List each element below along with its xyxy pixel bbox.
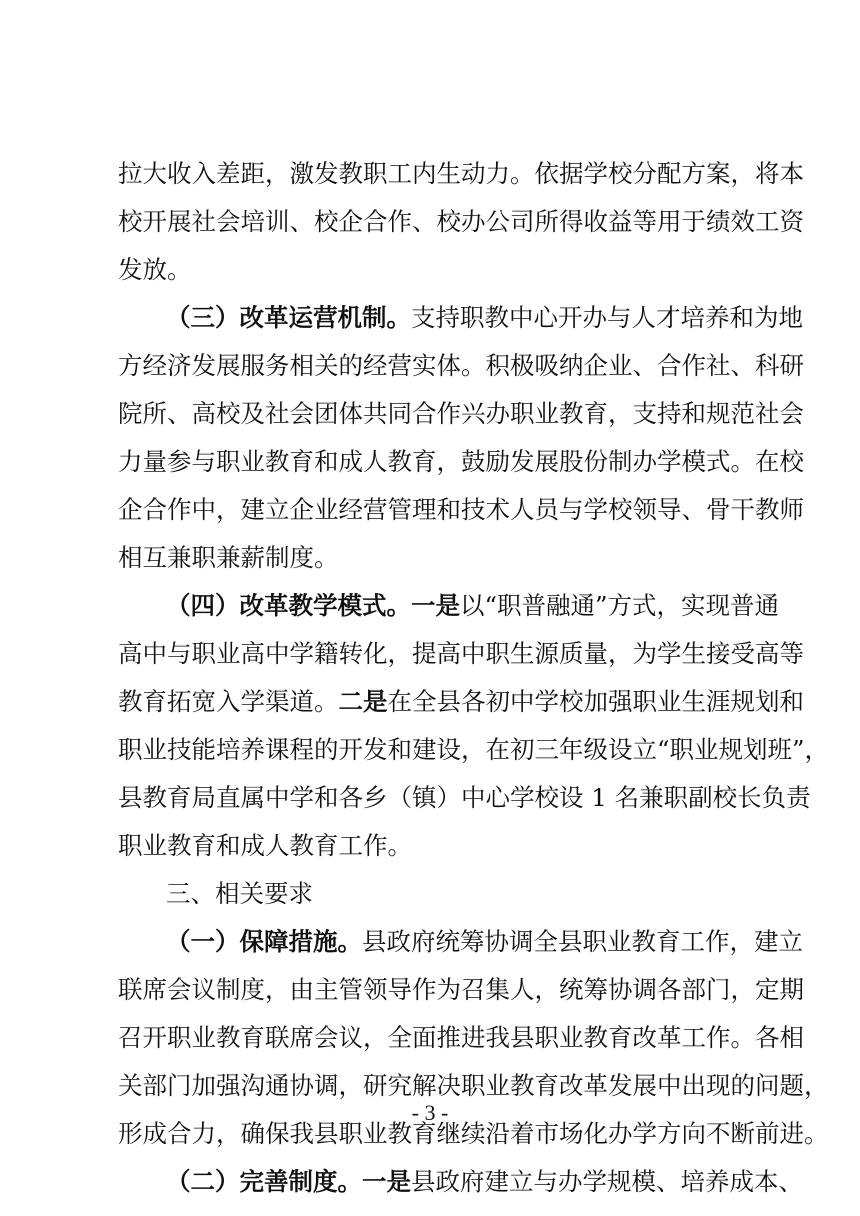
- text-run: 形成合力，确保我县职业教育继续沿着市场化办学方向不断前进。: [118, 1119, 829, 1148]
- paragraph-line: [118, 246, 750, 294]
- subsection-2-line: [118, 1158, 803, 1206]
- chapter-heading-text: 三、相关要求: [166, 879, 313, 908]
- paragraph-line: [118, 822, 750, 870]
- text-run: 院所、高校及社会团体共同合作兴办职业教育，支持和规范社会: [118, 399, 804, 428]
- subsection-1-line: [118, 918, 803, 966]
- section-4-line: [118, 582, 780, 630]
- section-heading-operating-mechanism: （三）改革运营机制。: [166, 303, 411, 332]
- paragraph-line: [118, 198, 804, 246]
- text-run: 职业技能培养课程的开发和建设，在初三年级设立“职业规划班”，: [118, 735, 830, 764]
- paragraph-line: [118, 486, 804, 534]
- text-run: 发放。: [118, 255, 192, 284]
- text-run: 力量参与职业教育和成人教育，鼓励发展股份制办学模式。在校: [118, 447, 804, 476]
- text-run: 职业教育和成人教育工作。: [118, 831, 412, 860]
- paragraph-line: [118, 726, 830, 774]
- text-run: 方经济发展服务相关的经营实体。积极吸纳企业、合作社、科研: [118, 351, 804, 380]
- text-run: 教育拓宽入学渠道。: [118, 687, 339, 716]
- section-3-line: [118, 294, 803, 342]
- text-run: 县政府统筹协调全县职业教育工作，建立: [362, 927, 803, 956]
- text-run: 召开职业教育联席会议，全面推进我县职业教育改革工作。各相: [118, 1023, 804, 1052]
- section-heading-improve-system: （二）完善制度。一是: [166, 1167, 411, 1196]
- body-text: [118, 150, 830, 1206]
- paragraph-line: [118, 534, 750, 582]
- paragraph-line: [118, 342, 804, 390]
- text-run: 校开展社会培训、校企合作、校办公司所得收益等用于绩效工资: [118, 207, 804, 236]
- text-run: 相互兼职兼薪制度。: [118, 543, 339, 572]
- text-run: 企合作中，建立企业经营管理和技术人员与学校领导、骨干教师: [118, 495, 804, 524]
- text-run: 高中与职业高中学籍转化，提高中职生源质量，为学生接受高等: [118, 639, 804, 668]
- text-run: 在全县各初中学校加强职业生涯规划和: [387, 687, 804, 716]
- paragraph-line: [118, 774, 811, 822]
- chapter-heading: [118, 870, 750, 918]
- paragraph-line: [118, 438, 804, 486]
- bold-marker: 二是: [338, 687, 388, 716]
- paragraph-line: [118, 678, 804, 726]
- paragraph-line: [118, 630, 804, 678]
- paragraph-line: [118, 150, 804, 198]
- paragraph-line: [118, 966, 804, 1014]
- text-run: 支持职教中心开办与人才培养和为地: [411, 303, 803, 332]
- text-run: 县政府建立与办学规模、培养成本、: [411, 1167, 803, 1196]
- section-heading-safeguards: （一）保障措施。: [166, 927, 362, 956]
- section-heading-teaching-mode: （四）改革教学模式。一是: [166, 591, 460, 620]
- text-run: 联席会议制度，由主管领导作为召集人，统筹协调各部门，定期: [118, 975, 804, 1004]
- paragraph-line: [118, 1014, 804, 1062]
- text-run: 县教育局直属中学和各乡（镇）中心学校设 1 名兼职副校长负责: [118, 783, 811, 812]
- text-run: 关部门加强沟通协调，研究解决职业教育改革发展中出现的问题，: [118, 1071, 829, 1100]
- page-number: - 3 -: [411, 1100, 449, 1125]
- text-run: 以“职普融通”方式，实现普通: [460, 591, 780, 620]
- paragraph-line: [118, 390, 804, 438]
- text-run: 拉大收入差距，激发教职工内生动力。依据学校分配方案，将本: [118, 159, 804, 188]
